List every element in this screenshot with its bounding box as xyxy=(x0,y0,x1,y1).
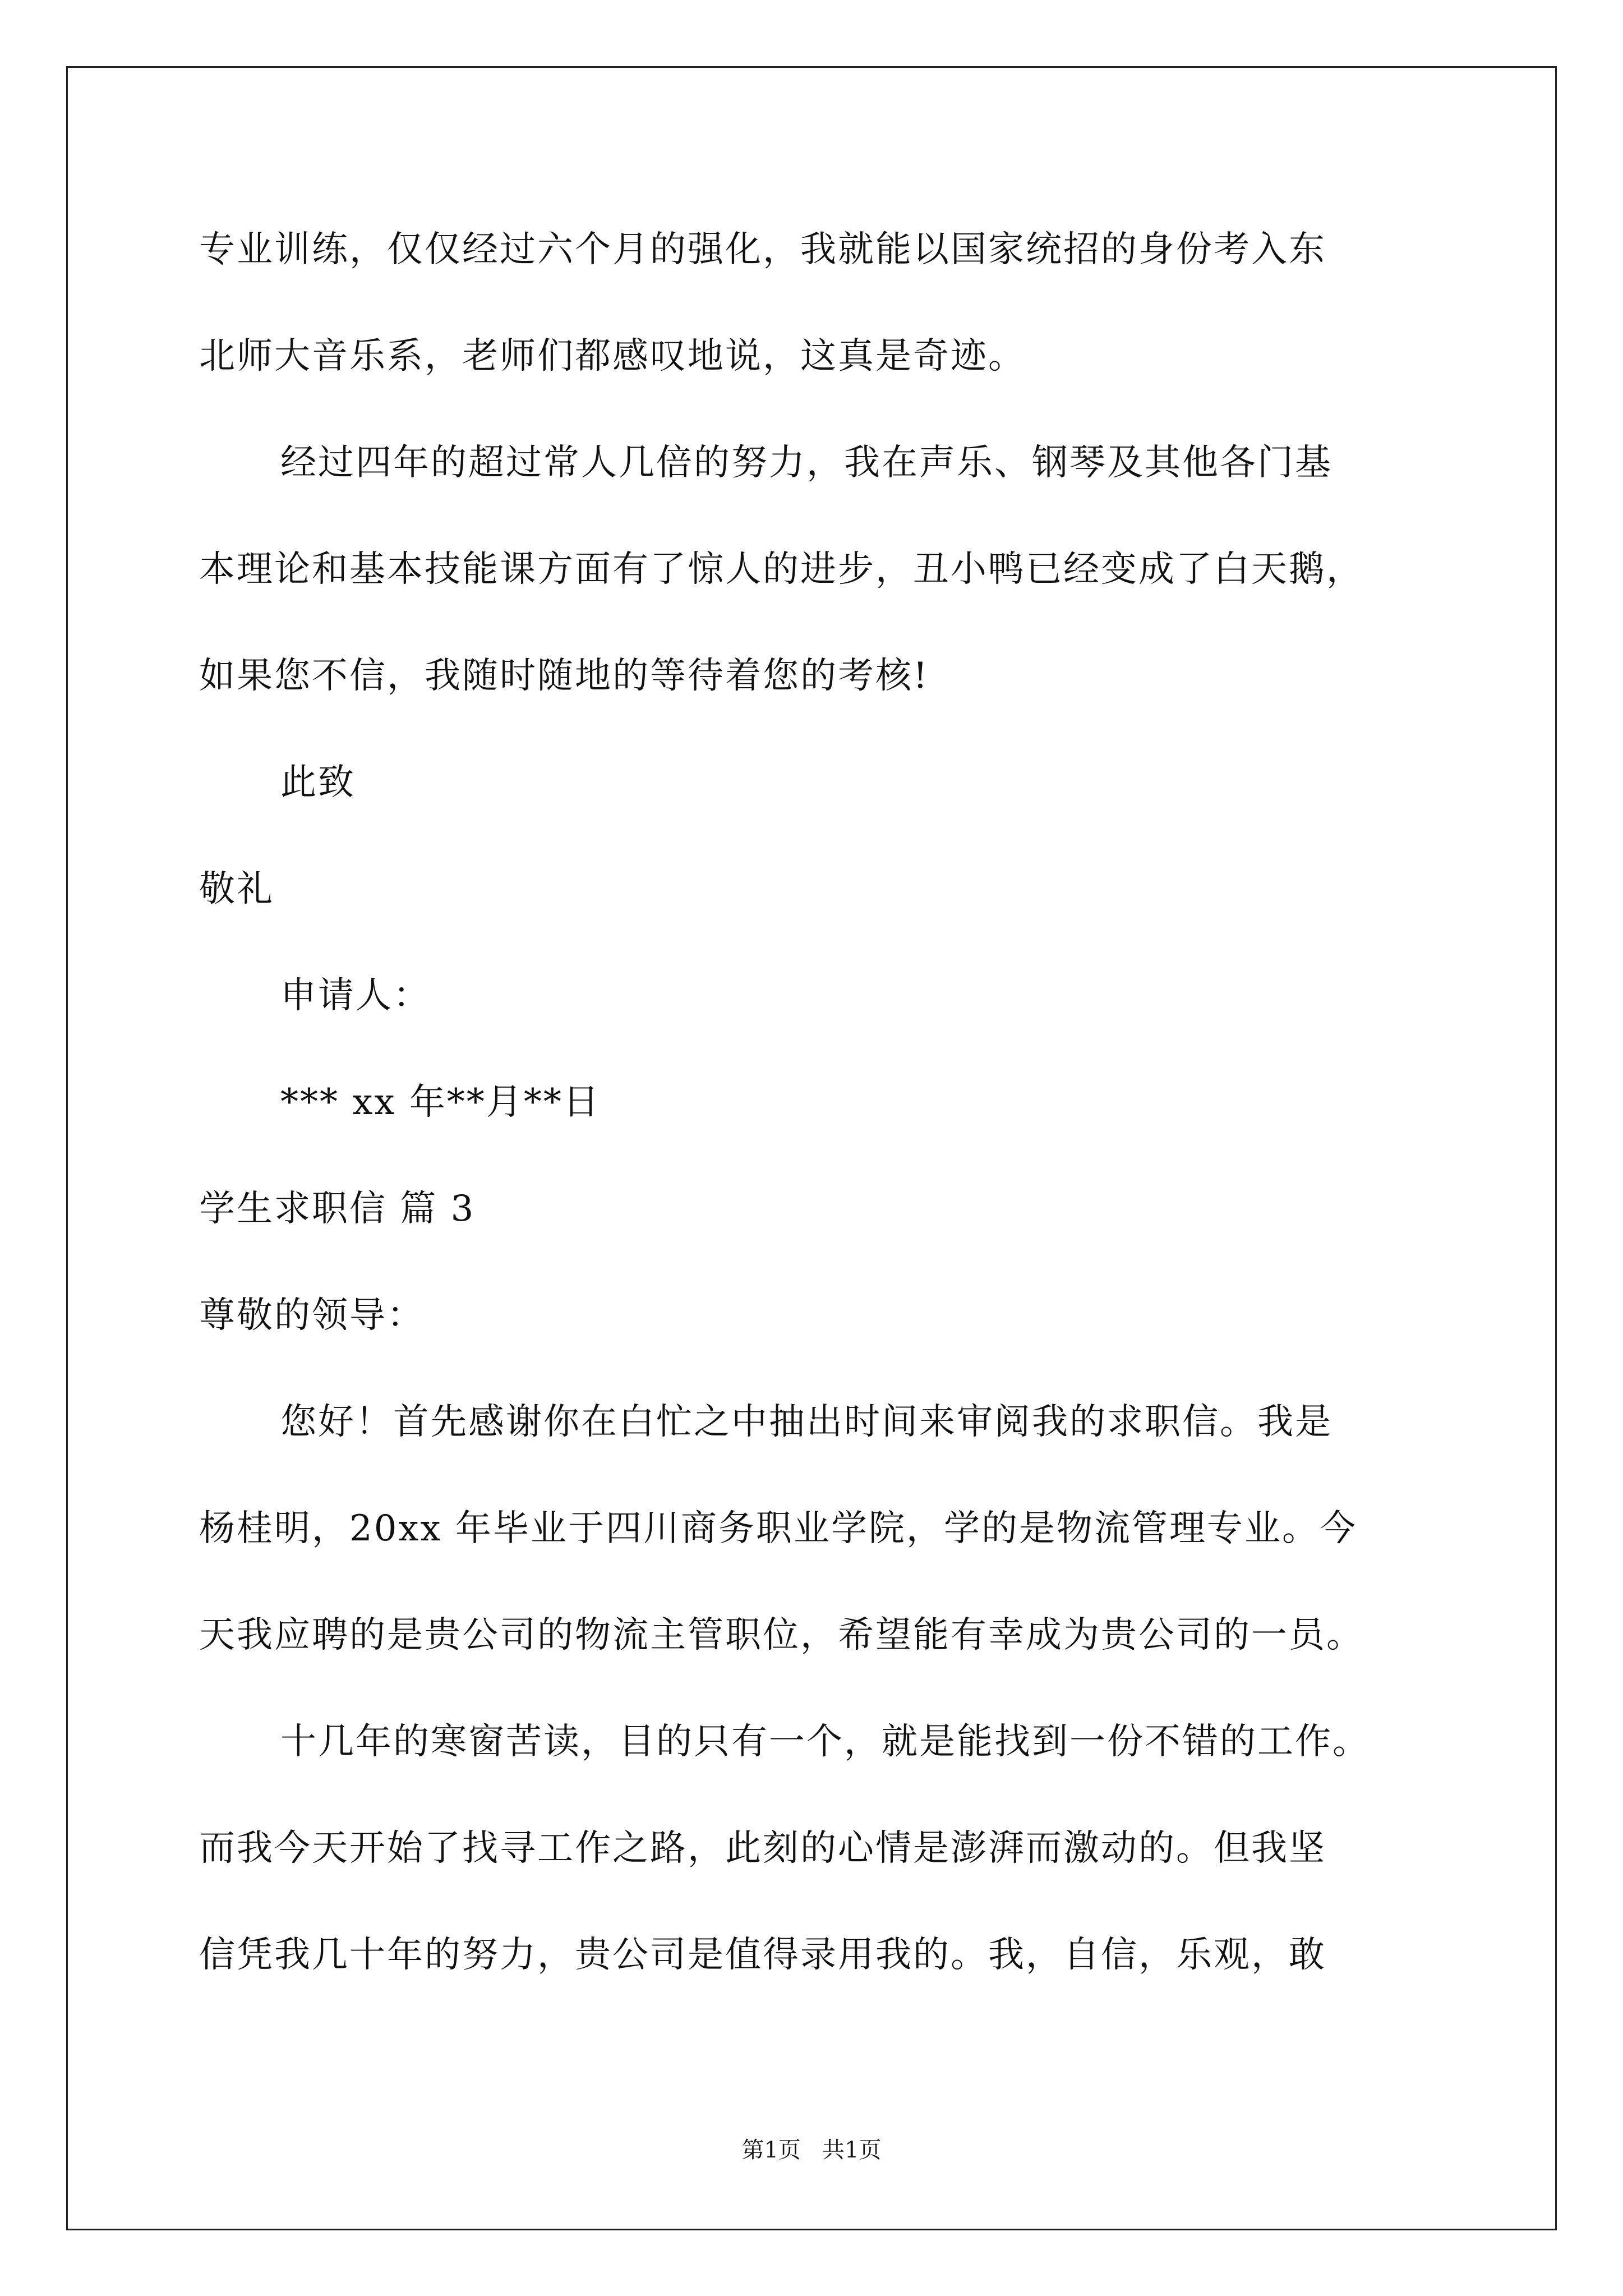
body-line-6: 您好！首先感谢你在白忙之中抽出时间来审阅我的求职信。我是 xyxy=(280,1401,1332,1443)
body-line-2: 北师大音乐系，老师们都感叹地说，这真是奇迹。 xyxy=(199,335,1026,377)
date-line: *** xx 年**月**日 xyxy=(280,1082,601,1123)
applicant-label: 申请人： xyxy=(280,975,431,1016)
body-line-5: 如果您不信，我随时随地的等待着您的考核! xyxy=(199,655,929,697)
body-line-8: 天我应聘的是贵公司的物流主管职位，希望能有幸成为贵公司的一员。 xyxy=(199,1614,1364,1656)
page-footer: 第1页 共1页 xyxy=(741,2137,882,2163)
greeting: 尊敬的领导： xyxy=(199,1295,425,1336)
body-line-4: 本理论和基本技能课方面有了惊人的进步，丑小鸭已经变成了白天鹅， xyxy=(199,549,1364,590)
body-line-11: 信凭我几十年的努力，贵公司是值得录用我的。我，自信，乐观，敢 xyxy=(199,1934,1326,1976)
body-line-9: 十几年的寒窗苦读，目的只有一个，就是能找到一份不错的工作。 xyxy=(280,1721,1370,1763)
closing-regards: 敬礼 xyxy=(199,868,274,910)
body-line-1: 专业训练，仅仅经过六个月的强化，我就能以国家统招的身份考入东 xyxy=(199,229,1326,270)
section-heading: 学生求职信 篇 3 xyxy=(199,1188,476,1230)
page-border xyxy=(66,66,1557,2230)
closing-salutation: 此致 xyxy=(280,762,356,803)
body-line-7: 杨桂明，20xx 年毕业于四川商务职业学院，学的是物流管理专业。今 xyxy=(199,1508,1357,1549)
body-line-10: 而我今天开始了找寻工作之路，此刻的心情是澎湃而激动的。但我坚 xyxy=(199,1828,1326,1869)
body-line-3: 经过四年的超过常人几倍的努力，我在声乐、钢琴及其他各门基 xyxy=(280,442,1332,484)
